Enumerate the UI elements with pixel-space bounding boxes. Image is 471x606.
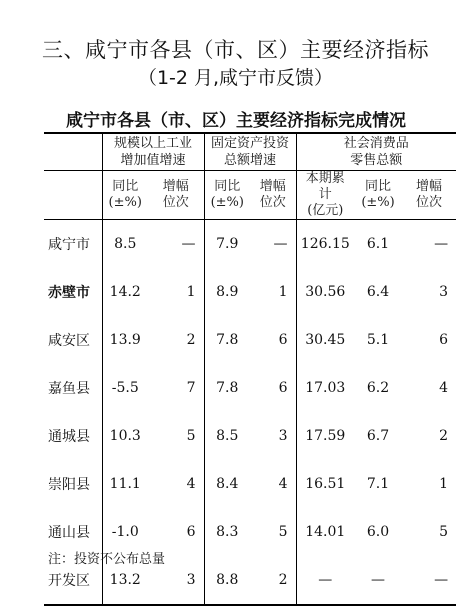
- industry-yoy-cell: 8.5: [114, 236, 137, 252]
- retail-yoy-cell: 6.4: [366, 284, 390, 300]
- retail-total-cell: 16.51: [305, 476, 346, 492]
- industry-rank-cell: 5: [148, 412, 204, 460]
- industry-yoy-cell: 14.2: [109, 284, 141, 300]
- investment-rank-cell: —: [250, 220, 296, 269]
- subheader-retail-current: 本期累 计 (亿元): [305, 171, 345, 218]
- indicators-table: [44, 132, 456, 606]
- investment-yoy-cell: 8.9: [216, 284, 239, 300]
- region-name-cell: 赤壁市: [44, 268, 102, 316]
- investment-yoy-cell: 7.8: [216, 332, 239, 348]
- table-row: [44, 220, 456, 269]
- retail-yoy-cell: 6.7: [366, 428, 390, 444]
- group-header-retail: 社会消费品 零售总额: [343, 136, 409, 168]
- industry-yoy-cell: 10.3: [109, 428, 141, 444]
- investment-yoy-cell: 8.3: [216, 524, 239, 540]
- retail-yoy-cell: 7.1: [366, 476, 390, 492]
- subheader-investment-rank: 增幅 位次: [250, 171, 296, 220]
- region-name-cell: 通山县: [44, 508, 102, 556]
- retail-total-cell: 126.15: [300, 236, 350, 252]
- retail-rank-cell: 6: [439, 332, 449, 348]
- region-name-cell: 咸安区: [44, 316, 102, 364]
- subheader-investment-yoy: 同比 (±%): [210, 179, 244, 210]
- subheader-retail-rank: 增幅 位次: [416, 179, 443, 210]
- investment-rank-cell: 3: [250, 412, 296, 460]
- subheader-retail-yoy: 同比 (±%): [361, 179, 395, 210]
- investment-rank-cell: 1: [250, 268, 296, 316]
- region-name-cell: 嘉鱼县: [44, 364, 102, 412]
- investment-yoy-cell: 7.9: [216, 236, 239, 252]
- retail-rank-cell: 1: [439, 476, 449, 492]
- region-name-cell: 崇阳县: [44, 460, 102, 508]
- retail-yoy-cell: 6.1: [366, 236, 390, 252]
- investment-rank-cell: 5: [250, 508, 296, 556]
- industry-rank-cell: —: [148, 220, 204, 269]
- retail-rank-cell: —: [434, 236, 449, 252]
- investment-rank-cell: 6: [250, 316, 296, 364]
- page-title: 三、咸宁市各县（市、区）主要经济指标: [42, 38, 429, 62]
- subheader-industry-rank: 增幅 位次: [148, 171, 204, 220]
- retail-rank-cell: 5: [439, 524, 449, 540]
- retail-yoy-cell: 6.0: [366, 524, 390, 540]
- group-header-industry: 规模以上工业 增加值增速: [102, 133, 204, 171]
- page-subtitle: （1-2 月,咸宁市反馈）: [137, 67, 334, 89]
- footnote: 注：投资不公布总量: [48, 552, 166, 567]
- industry-yoy-cell: -5.5: [111, 380, 139, 396]
- industry-yoy-cell: 13.2: [109, 572, 141, 588]
- retail-total-cell: 30.45: [305, 332, 346, 348]
- investment-rank-cell: 6: [250, 364, 296, 412]
- investment-yoy-cell: 7.8: [216, 380, 239, 396]
- table-row: [44, 460, 456, 508]
- retail-total-cell: 17.03: [305, 380, 346, 396]
- table-row: [44, 364, 456, 412]
- investment-rank-cell: 4: [250, 460, 296, 508]
- industry-rank-cell: 2: [148, 316, 204, 364]
- industry-rank-cell: 6: [148, 508, 204, 556]
- industry-yoy-cell: -1.0: [111, 524, 139, 540]
- table-title: 咸宁市各县（市、区）主要经济指标完成情况: [66, 111, 406, 131]
- group-header-investment: 固定资产投资 总额增速: [204, 133, 296, 171]
- investment-yoy-cell: 8.8: [216, 572, 239, 588]
- table-row: [44, 412, 456, 460]
- retail-total-cell: —: [318, 572, 333, 588]
- retail-rank-cell: 3: [439, 284, 449, 300]
- investment-rank-cell: 2: [250, 556, 296, 605]
- region-name-cell: 通城县: [44, 412, 102, 460]
- retail-rank-cell: 2: [439, 428, 449, 444]
- table-row: [44, 316, 456, 364]
- industry-rank-cell: 3: [148, 556, 204, 605]
- region-name-cell: 开发区: [44, 556, 102, 605]
- retail-yoy-cell: 5.1: [366, 332, 390, 348]
- retail-rank-cell: —: [434, 572, 449, 588]
- industry-rank-cell: 4: [148, 460, 204, 508]
- subheader-industry-yoy: 同比 (±%): [108, 179, 142, 210]
- region-header-cell: [44, 133, 102, 171]
- industry-rank-cell: 7: [148, 364, 204, 412]
- region-name-cell: 咸宁市: [44, 220, 102, 269]
- region-subheader-cell: [44, 171, 102, 220]
- retail-total-cell: 17.59: [305, 428, 346, 444]
- industry-yoy-cell: 13.9: [109, 332, 141, 348]
- retail-yoy-cell: —: [371, 572, 386, 588]
- investment-yoy-cell: 8.5: [216, 428, 239, 444]
- retail-yoy-cell: 6.2: [366, 380, 390, 396]
- retail-total-cell: 14.01: [305, 524, 346, 540]
- retail-rank-cell: 4: [439, 380, 449, 396]
- investment-yoy-cell: 8.4: [216, 476, 239, 492]
- industry-yoy-cell: 11.1: [109, 476, 141, 492]
- table-row: [44, 268, 456, 316]
- retail-total-cell: 30.56: [305, 284, 346, 300]
- industry-rank-cell: 1: [148, 268, 204, 316]
